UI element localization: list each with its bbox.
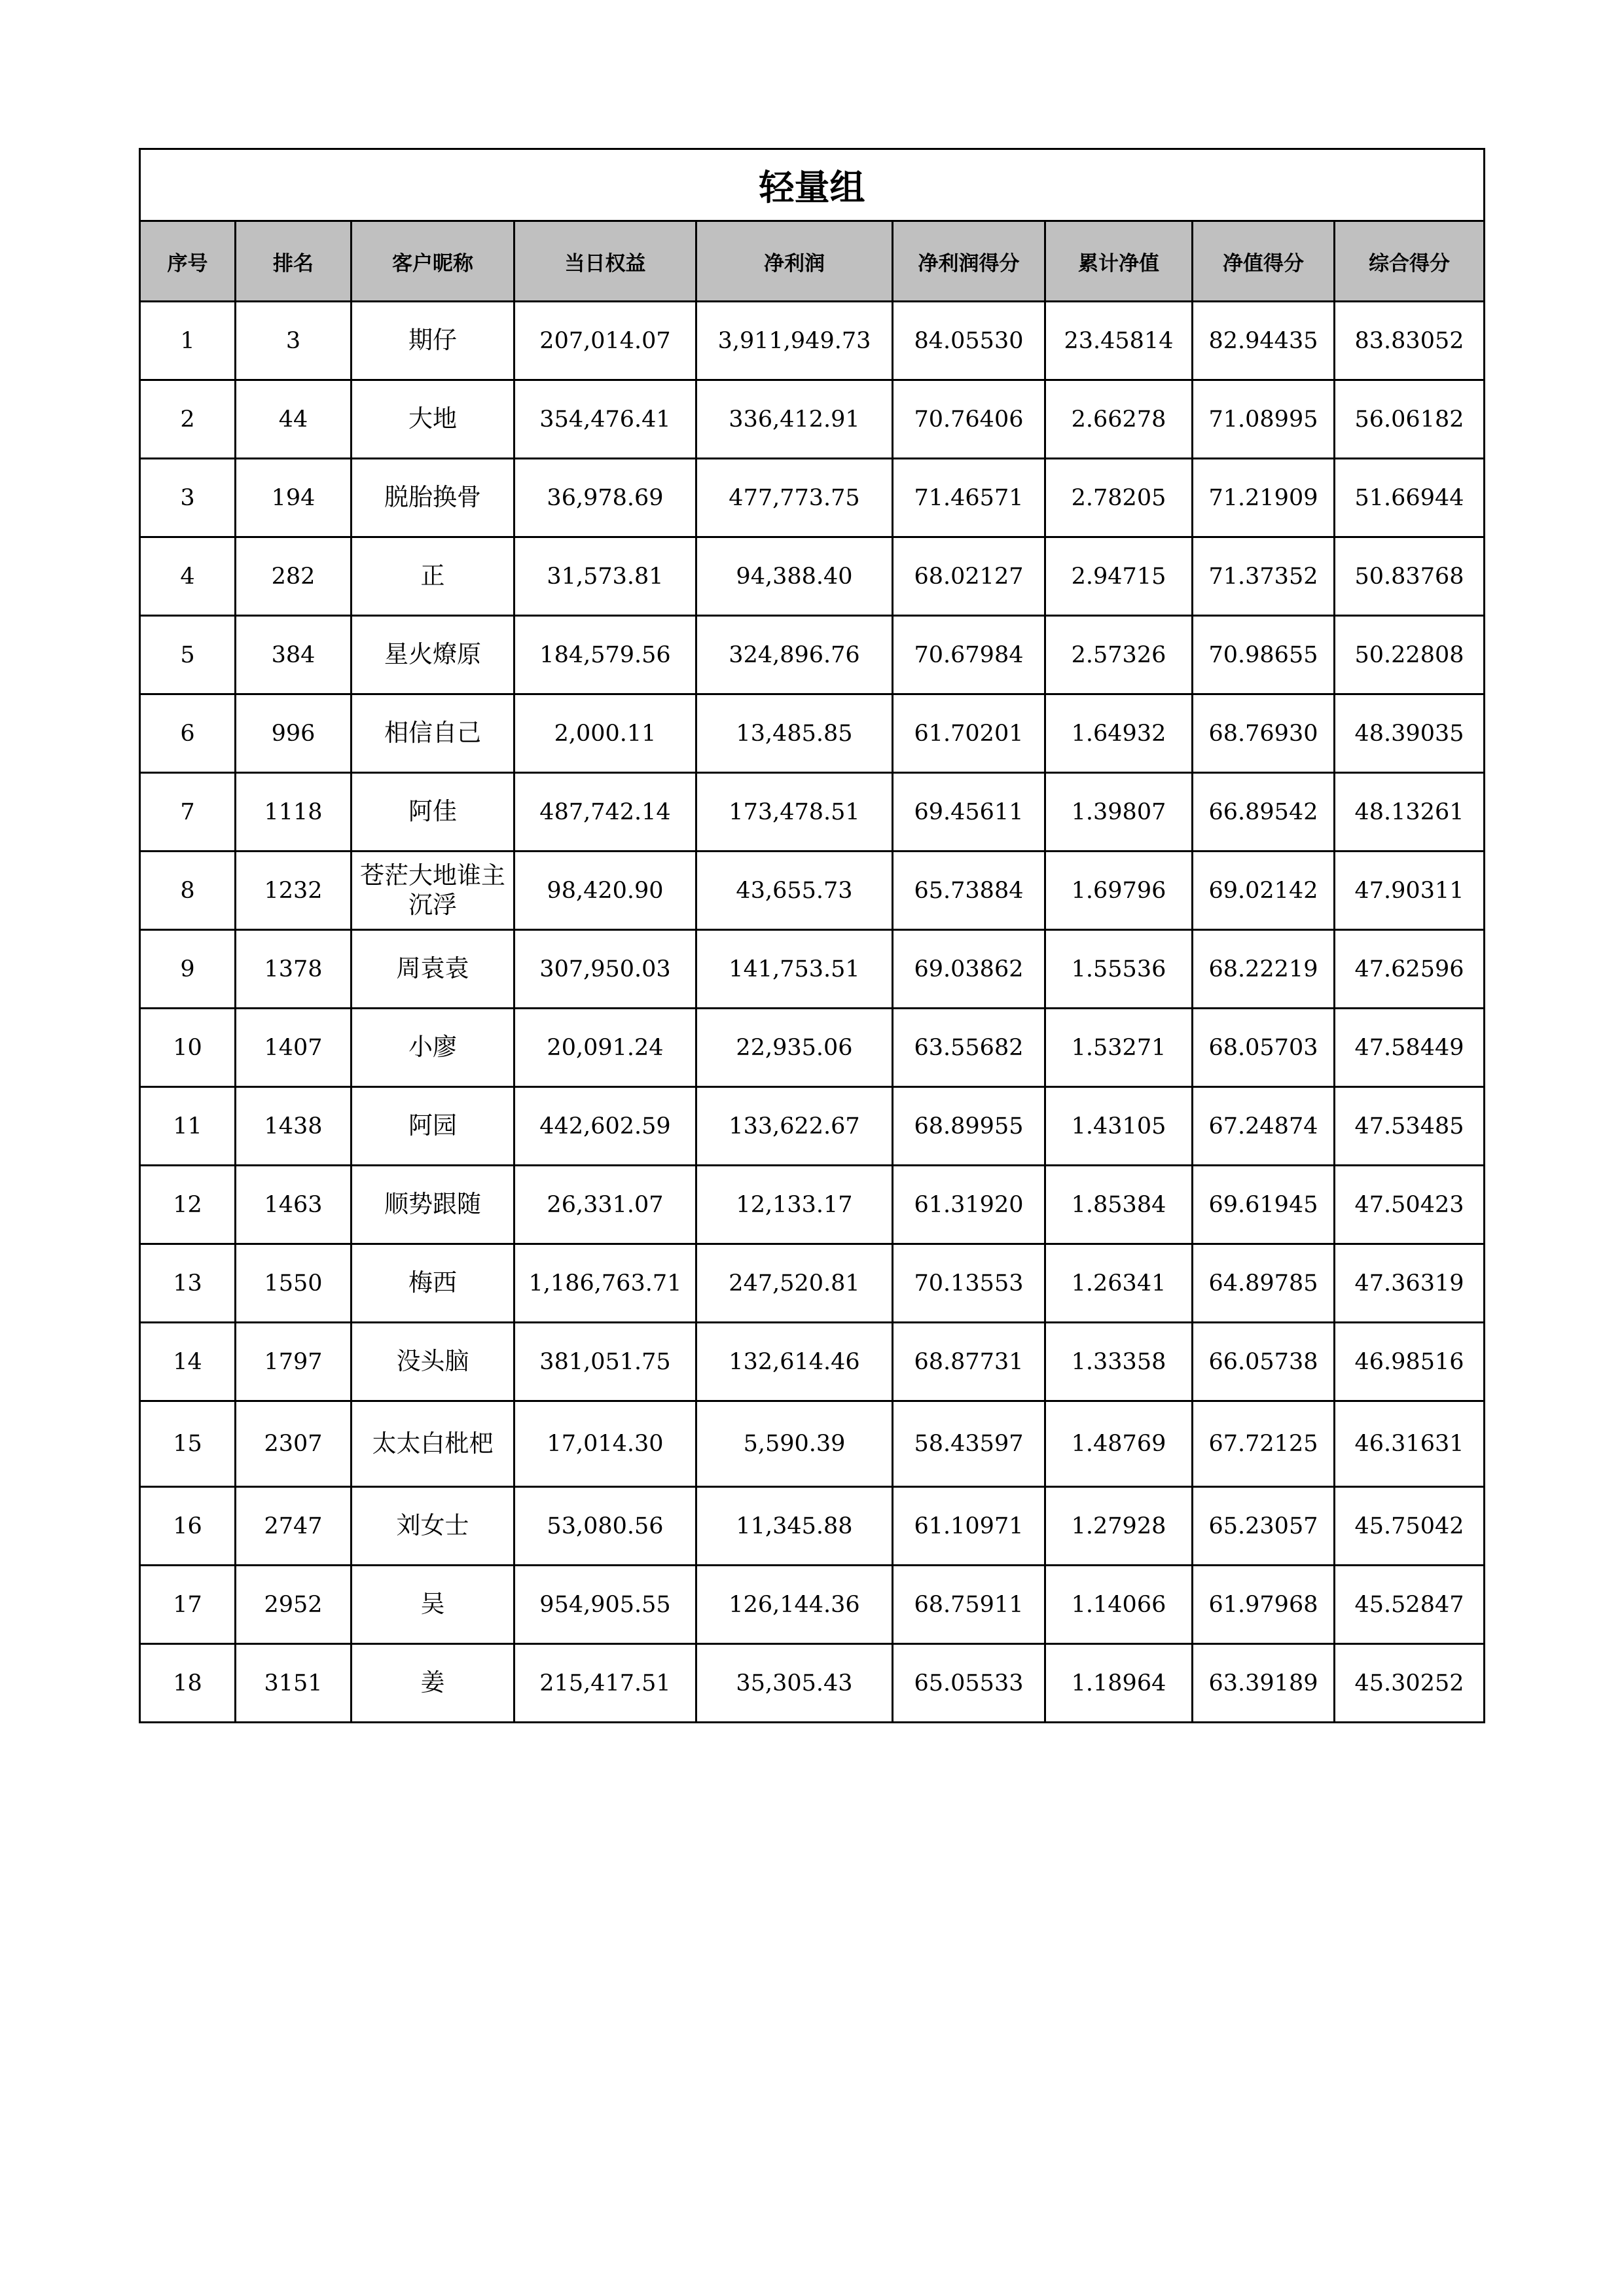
cell-nav-score: 70.98655: [1193, 616, 1335, 694]
cell-cumulative-nav: 2.78205: [1045, 459, 1193, 537]
cell-index: 3: [140, 459, 236, 537]
table-title: 轻量组: [140, 149, 1485, 221]
cell-net-profit: 35,305.43: [696, 1644, 893, 1723]
table-row: [140, 380, 1485, 459]
cell-equity: 1,186,763.71: [514, 1244, 696, 1323]
table-row: [140, 694, 1485, 773]
header-index: 序号: [140, 221, 236, 302]
cell-total-score: 48.13261: [1335, 773, 1485, 852]
cell-net-profit-score: 61.10971: [893, 1487, 1045, 1566]
table-row: [140, 1323, 1485, 1401]
cell-cumulative-nav: 2.66278: [1045, 380, 1193, 459]
cell-rank: 1463: [236, 1166, 352, 1244]
table-row: [140, 537, 1485, 616]
cell-cumulative-nav: 1.43105: [1045, 1087, 1193, 1166]
cell-cumulative-nav: 1.27928: [1045, 1487, 1193, 1566]
cell-net-profit-score: 58.43597: [893, 1401, 1045, 1487]
header-net-profit: 净利润: [696, 221, 893, 302]
table-row: [140, 1166, 1485, 1244]
cell-equity: 215,417.51: [514, 1644, 696, 1723]
cell-net-profit: 247,520.81: [696, 1244, 893, 1323]
cell-equity: 954,905.55: [514, 1566, 696, 1644]
header-equity: 当日权益: [514, 221, 696, 302]
cell-rank: 194: [236, 459, 352, 537]
cell-rank: 1118: [236, 773, 352, 852]
cell-net-profit: 336,412.91: [696, 380, 893, 459]
header-nickname: 客户昵称: [352, 221, 514, 302]
cell-index: 17: [140, 1566, 236, 1644]
cell-net-profit: 12,133.17: [696, 1166, 893, 1244]
cell-net-profit-score: 61.31920: [893, 1166, 1045, 1244]
cell-cumulative-nav: 1.26341: [1045, 1244, 1193, 1323]
cell-total-score: 47.36319: [1335, 1244, 1485, 1323]
cell-equity: 354,476.41: [514, 380, 696, 459]
cell-net-profit: 43,655.73: [696, 852, 893, 930]
cell-equity: 307,950.03: [514, 930, 696, 1009]
cell-rank: 2952: [236, 1566, 352, 1644]
cell-nav-score: 65.23057: [1193, 1487, 1335, 1566]
cell-nav-score: 63.39189: [1193, 1644, 1335, 1723]
cell-nickname: 没头脑: [352, 1323, 514, 1401]
cell-cumulative-nav: 1.33358: [1045, 1323, 1193, 1401]
cell-total-score: 46.31631: [1335, 1401, 1485, 1487]
cell-index: 9: [140, 930, 236, 1009]
cell-index: 4: [140, 537, 236, 616]
header-cumulative-nav: 累计净值: [1045, 221, 1193, 302]
cell-total-score: 48.39035: [1335, 694, 1485, 773]
cell-net-profit-score: 65.05533: [893, 1644, 1045, 1723]
cell-nav-score: 69.02142: [1193, 852, 1335, 930]
cell-index: 6: [140, 694, 236, 773]
cell-nickname: 相信自己: [352, 694, 514, 773]
cell-net-profit: 13,485.85: [696, 694, 893, 773]
cell-rank: 384: [236, 616, 352, 694]
cell-index: 5: [140, 616, 236, 694]
table-row: [140, 459, 1485, 537]
cell-net-profit: 133,622.67: [696, 1087, 893, 1166]
cell-net-profit-score: 68.89955: [893, 1087, 1045, 1166]
cell-total-score: 46.98516: [1335, 1323, 1485, 1401]
cell-nav-score: 64.89785: [1193, 1244, 1335, 1323]
cell-total-score: 83.83052: [1335, 302, 1485, 380]
ranking-table-container: [139, 148, 1485, 1723]
cell-equity: 31,573.81: [514, 537, 696, 616]
cell-rank: 282: [236, 537, 352, 616]
cell-net-profit: 173,478.51: [696, 773, 893, 852]
cell-net-profit-score: 68.02127: [893, 537, 1045, 616]
cell-rank: 2307: [236, 1401, 352, 1487]
cell-rank: 1438: [236, 1087, 352, 1166]
table-row: [140, 1644, 1485, 1723]
cell-nickname: 大地: [352, 380, 514, 459]
cell-cumulative-nav: 1.48769: [1045, 1401, 1193, 1487]
cell-net-profit-score: 84.05530: [893, 302, 1045, 380]
header-total-score: 综合得分: [1335, 221, 1485, 302]
cell-nickname: 阿佳: [352, 773, 514, 852]
cell-total-score: 56.06182: [1335, 380, 1485, 459]
header-nav-score: 净值得分: [1193, 221, 1335, 302]
cell-nav-score: 68.22219: [1193, 930, 1335, 1009]
cell-cumulative-nav: 1.85384: [1045, 1166, 1193, 1244]
cell-net-profit: 132,614.46: [696, 1323, 893, 1401]
cell-total-score: 51.66944: [1335, 459, 1485, 537]
cell-nickname: 顺势跟随: [352, 1166, 514, 1244]
header-row: [140, 221, 1485, 302]
cell-nav-score: 66.89542: [1193, 773, 1335, 852]
table-row: [140, 1487, 1485, 1566]
cell-equity: 184,579.56: [514, 616, 696, 694]
cell-net-profit: 22,935.06: [696, 1009, 893, 1087]
cell-cumulative-nav: 23.45814: [1045, 302, 1193, 380]
ranking-table: [139, 148, 1485, 1723]
cell-equity: 2,000.11: [514, 694, 696, 773]
cell-cumulative-nav: 1.39807: [1045, 773, 1193, 852]
cell-total-score: 45.30252: [1335, 1644, 1485, 1723]
cell-index: 10: [140, 1009, 236, 1087]
cell-net-profit: 324,896.76: [696, 616, 893, 694]
cell-equity: 442,602.59: [514, 1087, 696, 1166]
cell-net-profit-score: 71.46571: [893, 459, 1045, 537]
cell-equity: 20,091.24: [514, 1009, 696, 1087]
cell-nickname: 梅西: [352, 1244, 514, 1323]
cell-total-score: 50.22808: [1335, 616, 1485, 694]
cell-equity: 36,978.69: [514, 459, 696, 537]
cell-net-profit: 141,753.51: [696, 930, 893, 1009]
cell-net-profit: 3,911,949.73: [696, 302, 893, 380]
cell-nav-score: 67.24874: [1193, 1087, 1335, 1166]
cell-total-score: 47.53485: [1335, 1087, 1485, 1166]
cell-index: 7: [140, 773, 236, 852]
cell-net-profit-score: 70.67984: [893, 616, 1045, 694]
table-row: [140, 1009, 1485, 1087]
cell-rank: 1232: [236, 852, 352, 930]
table-row: [140, 1244, 1485, 1323]
cell-net-profit-score: 65.73884: [893, 852, 1045, 930]
cell-net-profit: 94,388.40: [696, 537, 893, 616]
cell-nickname: 吴: [352, 1566, 514, 1644]
cell-index: 1: [140, 302, 236, 380]
cell-net-profit: 5,590.39: [696, 1401, 893, 1487]
cell-nav-score: 67.72125: [1193, 1401, 1335, 1487]
cell-rank: 1797: [236, 1323, 352, 1401]
cell-index: 16: [140, 1487, 236, 1566]
cell-total-score: 47.58449: [1335, 1009, 1485, 1087]
cell-total-score: 50.83768: [1335, 537, 1485, 616]
cell-net-profit-score: 61.70201: [893, 694, 1045, 773]
cell-rank: 3: [236, 302, 352, 380]
cell-nickname: 小廖: [352, 1009, 514, 1087]
cell-net-profit: 477,773.75: [696, 459, 893, 537]
table-row: [140, 1401, 1485, 1487]
cell-equity: 26,331.07: [514, 1166, 696, 1244]
cell-nav-score: 66.05738: [1193, 1323, 1335, 1401]
cell-nav-score: 71.08995: [1193, 380, 1335, 459]
cell-net-profit-score: 69.45611: [893, 773, 1045, 852]
cell-nickname: 周袁袁: [352, 930, 514, 1009]
cell-cumulative-nav: 1.69796: [1045, 852, 1193, 930]
cell-cumulative-nav: 1.14066: [1045, 1566, 1193, 1644]
table-row: [140, 1087, 1485, 1166]
cell-nav-score: 82.94435: [1193, 302, 1335, 380]
cell-rank: 1378: [236, 930, 352, 1009]
cell-net-profit-score: 63.55682: [893, 1009, 1045, 1087]
table-body: [140, 302, 1485, 1723]
cell-cumulative-nav: 1.53271: [1045, 1009, 1193, 1087]
header-net-profit-score: 净利润得分: [893, 221, 1045, 302]
cell-index: 18: [140, 1644, 236, 1723]
cell-equity: 381,051.75: [514, 1323, 696, 1401]
cell-nickname: 星火燎原: [352, 616, 514, 694]
cell-net-profit-score: 70.76406: [893, 380, 1045, 459]
cell-net-profit-score: 68.75911: [893, 1566, 1045, 1644]
cell-nickname: 姜: [352, 1644, 514, 1723]
cell-net-profit-score: 70.13553: [893, 1244, 1045, 1323]
cell-equity: 53,080.56: [514, 1487, 696, 1566]
header-rank: 排名: [236, 221, 352, 302]
cell-index: 14: [140, 1323, 236, 1401]
table-row: [140, 773, 1485, 852]
cell-nav-score: 71.21909: [1193, 459, 1335, 537]
cell-nickname: 刘女士: [352, 1487, 514, 1566]
cell-index: 2: [140, 380, 236, 459]
cell-total-score: 47.50423: [1335, 1166, 1485, 1244]
cell-nav-score: 71.37352: [1193, 537, 1335, 616]
cell-nickname: 苍茫大地谁主沉浮: [352, 852, 514, 930]
cell-index: 15: [140, 1401, 236, 1487]
cell-rank: 3151: [236, 1644, 352, 1723]
cell-cumulative-nav: 1.64932: [1045, 694, 1193, 773]
cell-total-score: 47.62596: [1335, 930, 1485, 1009]
cell-cumulative-nav: 1.55536: [1045, 930, 1193, 1009]
cell-rank: 2747: [236, 1487, 352, 1566]
cell-nickname: 阿园: [352, 1087, 514, 1166]
cell-net-profit: 11,345.88: [696, 1487, 893, 1566]
cell-rank: 1550: [236, 1244, 352, 1323]
cell-nickname: 期仔: [352, 302, 514, 380]
cell-total-score: 45.52847: [1335, 1566, 1485, 1644]
cell-nickname: 正: [352, 537, 514, 616]
cell-nav-score: 68.76930: [1193, 694, 1335, 773]
table-row: [140, 302, 1485, 380]
table-row: [140, 1566, 1485, 1644]
cell-nav-score: 69.61945: [1193, 1166, 1335, 1244]
cell-index: 11: [140, 1087, 236, 1166]
cell-equity: 17,014.30: [514, 1401, 696, 1487]
cell-rank: 996: [236, 694, 352, 773]
cell-nickname: 脱胎换骨: [352, 459, 514, 537]
cell-nickname: 太太白枇杷: [352, 1401, 514, 1487]
cell-rank: 44: [236, 380, 352, 459]
cell-equity: 487,742.14: [514, 773, 696, 852]
cell-rank: 1407: [236, 1009, 352, 1087]
cell-net-profit-score: 68.87731: [893, 1323, 1045, 1401]
cell-index: 13: [140, 1244, 236, 1323]
cell-equity: 98,420.90: [514, 852, 696, 930]
cell-total-score: 45.75042: [1335, 1487, 1485, 1566]
cell-total-score: 47.90311: [1335, 852, 1485, 930]
cell-equity: 207,014.07: [514, 302, 696, 380]
cell-nav-score: 68.05703: [1193, 1009, 1335, 1087]
cell-cumulative-nav: 2.94715: [1045, 537, 1193, 616]
cell-net-profit: 126,144.36: [696, 1566, 893, 1644]
cell-cumulative-nav: 1.18964: [1045, 1644, 1193, 1723]
cell-index: 8: [140, 852, 236, 930]
cell-nav-score: 61.97968: [1193, 1566, 1335, 1644]
table-row: [140, 930, 1485, 1009]
table-row: [140, 616, 1485, 694]
table-row: [140, 852, 1485, 930]
cell-net-profit-score: 69.03862: [893, 930, 1045, 1009]
cell-index: 12: [140, 1166, 236, 1244]
cell-cumulative-nav: 2.57326: [1045, 616, 1193, 694]
